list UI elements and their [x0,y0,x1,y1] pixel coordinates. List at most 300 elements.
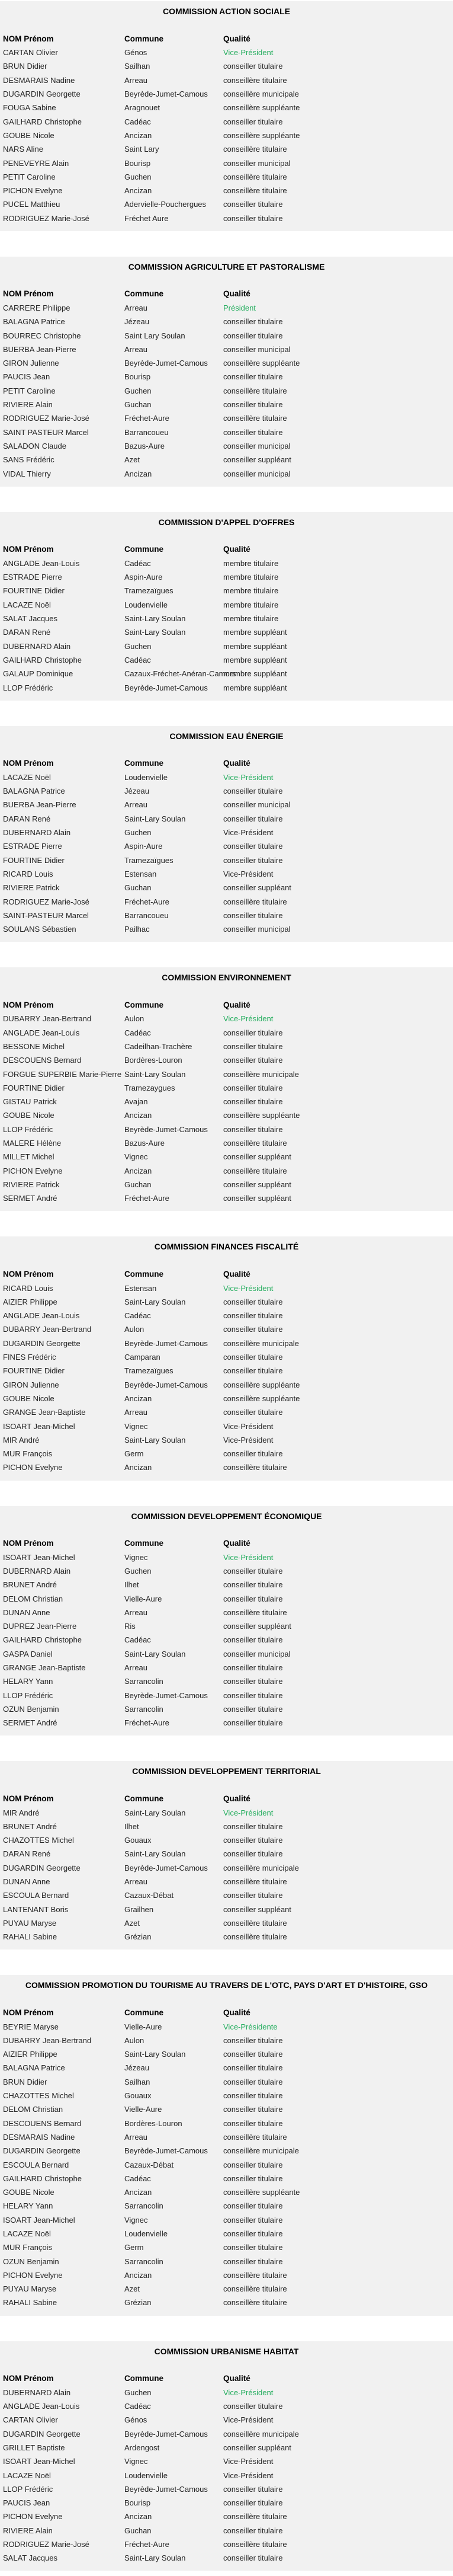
cell-qualite: conseillère titulaire [223,75,287,85]
cell-qualite: conseiller titulaire [223,842,283,851]
cell-nom-prenom: DUBERNARD Alain [3,1567,71,1575]
cell-commune: Cazaux-Débat [124,1891,174,1900]
cell-nom-prenom: DARAN René [3,1849,51,1859]
cell-qualite: Vice-Président [223,869,274,878]
cell-commune: Gouaux [124,1836,152,1845]
section-title: COMMISSION DEVELOPPEMENT ÉCONOMIQUE [131,1511,322,1521]
cell-qualite: conseillère suppléante [223,2188,300,2197]
cell-commune: Avajan [124,1097,148,1107]
table-row [0,2537,453,2551]
cell-commune: Arreau [124,75,148,85]
cell-qualite: conseiller titulaire [223,2063,283,2073]
column-header-commune: Commune [124,2008,164,2017]
cell-qualite: conseillère titulaire [223,2512,287,2521]
cell-nom-prenom: PENEVEYRE Alain [3,158,69,168]
cell-commune: Cazaux-Fréchet-Anéran-Camors [124,669,236,679]
cell-commune: Jézeau [124,317,149,327]
table-row [0,1164,453,1178]
cell-qualite: conseillère municipale [223,1863,299,1872]
cell-commune: Saint-Lary Soulan [124,1849,186,1859]
cell-nom-prenom: FOURTINE Didier [3,855,65,865]
table-row [0,343,453,356]
table-row [0,1447,453,1460]
cell-qualite: conseiller municipal [223,344,291,354]
cell-qualite: conseiller titulaire [223,1704,283,1714]
cell-commune: Jézeau [124,787,149,796]
cell-nom-prenom: RIVIERE Patrick [3,1180,60,1189]
cell-qualite: conseiller titulaire [223,400,283,410]
cell-nom-prenom: BALAGNA Patrice [3,787,65,796]
cell-qualite: membre suppléant [223,641,287,651]
table-row [0,1689,453,1702]
cell-qualite: membre titulaire [223,600,279,609]
cell-nom-prenom: DUGARDIN Georgette [3,1863,81,1872]
cell-nom-prenom: DELOM Christian [3,1594,63,1603]
cell-qualite: conseiller titulaire [223,200,283,209]
cell-commune: Aulon [124,1014,144,1024]
cell-nom-prenom: PUCEL Matthieu [3,200,60,209]
cell-commune: Aulon [124,1325,144,1334]
cell-commune: Guchen [124,641,152,651]
column-header-commune: Commune [124,289,164,299]
table-row [0,1551,453,1564]
cell-nom-prenom: GOUBE Nicole [3,2188,54,2197]
cell-qualite: conseiller municipal [223,800,291,810]
table-row [0,2482,453,2496]
cell-nom-prenom: BOURREC Christophe [3,331,81,340]
cell-nom-prenom: OZUN Benjamin [3,1704,59,1714]
cell-commune: Saint-Lary Soulan [124,2553,186,2563]
table-header-row [0,756,453,771]
cell-qualite: conseillère suppléante [223,103,300,113]
table-row [0,1067,453,1081]
cell-qualite: Vice-Président [223,828,274,838]
cell-qualite: Vice-Président [223,1435,274,1444]
cell-qualite: conseiller titulaire [223,1580,283,1590]
cell-commune: Beyrède-Jumet-Camous [124,683,208,692]
cell-commune: Aspin-Aure [124,842,163,851]
cell-qualite: Vice-Président [223,2470,274,2480]
cell-nom-prenom: SERMET André [3,1718,57,1728]
table-header-row [0,2005,453,2019]
cell-nom-prenom: OZUN Benjamin [3,2257,59,2266]
table-row [0,46,453,59]
table-row [0,2227,453,2241]
table-row [0,1805,453,1819]
cell-commune: Sailhan [124,62,150,71]
cell-commune: Adervielle-Pouchergues [124,200,207,209]
table-row [0,2019,453,2033]
cell-nom-prenom: BRUN Didier [3,62,47,71]
cell-nom-prenom: BESSONE Michel [3,1041,65,1051]
cell-nom-prenom: RIVIERE Alain [3,400,53,410]
section-title: COMMISSION ACTION SOCIALE [163,7,290,16]
cell-qualite: conseiller titulaire [223,1821,283,1831]
cell-commune: Cadéac [124,2402,151,2411]
cell-commune: Pailhac [124,925,150,934]
table-header-row [0,1267,453,1281]
cell-nom-prenom: DUBARRY Jean-Bertrand [3,1325,92,1334]
column-header-nom-prenom: NOM Prénom [3,1539,54,1548]
cell-qualite: conseillère titulaire [223,414,287,423]
table-row [0,197,453,211]
table-row [0,426,453,439]
cell-commune: Ardengost [124,2443,160,2452]
commission-section [0,512,453,701]
cell-nom-prenom: GIRON Julienne [3,359,59,368]
cell-commune: Génos [124,2415,147,2425]
cell-qualite: membre suppléant [223,669,287,679]
cell-commune: Azet [124,1918,140,1928]
cell-qualite: conseiller suppléant [223,1622,291,1631]
cell-commune: Ancizan [124,186,152,196]
table-row [0,2089,453,2102]
cell-commune: Ancizan [124,2188,152,2197]
cell-commune: Sarrancolin [124,2201,163,2211]
table-row [0,2158,453,2171]
table-header-row [0,287,453,301]
commission-section [0,1,453,231]
table-row [0,2116,453,2130]
cell-qualite: conseillère titulaire [223,1918,287,1928]
table-row [0,1081,453,1095]
table-row [0,1108,453,1122]
table-row [0,1281,453,1295]
table-row [0,1136,453,1150]
cell-nom-prenom: GRANGE Jean-Baptiste [3,1408,86,1417]
cell-commune: Guchen [124,1567,152,1575]
cell-nom-prenom: PICHON Evelyne [3,2512,63,2521]
table-row [0,87,453,101]
cell-qualite: conseiller titulaire [223,2484,283,2494]
cell-commune: Tramezaygues [124,1083,175,1092]
table-header-row [0,2372,453,2386]
table-row [0,2386,453,2399]
cell-commune: Sarrancolin [124,1704,163,1714]
cell-qualite: conseiller suppléant [223,1180,291,1189]
table-row [0,612,453,625]
cell-qualite: membre suppléant [223,628,287,637]
cell-nom-prenom: GALAUP Dominique [3,669,73,679]
section-rows [0,46,453,225]
table-row [0,839,453,853]
table-row [0,1716,453,1730]
table-row [0,453,453,466]
table-row [0,771,453,784]
cell-commune: Aragnouet [124,103,160,113]
cell-commune: Beyrède-Jumet-Camous [124,1380,208,1389]
table-row [0,315,453,328]
cell-nom-prenom: DARAN René [3,628,51,637]
cell-nom-prenom: CHAZOTTES Michel [3,2091,74,2101]
cell-qualite: conseiller titulaire [223,1297,283,1306]
cell-commune: Cadéac [124,1028,151,1037]
cell-nom-prenom: DUBARRY Jean-Bertrand [3,1014,92,1024]
table-row [0,2061,453,2075]
cell-commune: Vignec [124,2457,148,2466]
cell-nom-prenom: PUYAU Maryse [3,2284,57,2294]
cell-commune: Tramezaïgues [124,855,174,865]
cell-nom-prenom: ESTRADE Pierre [3,842,62,851]
cell-commune: Guchan [124,1180,152,1189]
cell-commune: Vignec [124,1421,148,1431]
cell-qualite: conseillère municipale [223,1069,299,1079]
cell-nom-prenom: BALAGNA Patrice [3,317,65,327]
table-row [0,2130,453,2144]
cell-commune: Saint-Lary Soulan [124,1069,186,1079]
section-rows [0,1551,453,1730]
cell-nom-prenom: ANGLADE Jean-Louis [3,558,80,568]
column-header-qualite: Qualité [223,34,250,43]
cell-nom-prenom: FOUGA Sabine [3,103,56,113]
table-row [0,129,453,142]
cell-nom-prenom: SALADON Claude [3,441,66,450]
cell-qualite: conseiller titulaire [223,1124,283,1134]
cell-nom-prenom: DARAN René [3,814,51,823]
cell-qualite: Vice-Président [223,772,274,782]
table-row [0,1460,453,1474]
section-rows [0,1281,453,1474]
cell-commune: Saint-Lary Soulan [124,614,186,624]
cell-nom-prenom: SAINT PASTEUR Marcel [3,427,89,437]
cell-nom-prenom: GOUBE Nicole [3,130,54,140]
cell-commune: Sarrancolin [124,1677,163,1686]
cell-commune: Ancizan [124,1394,152,1403]
table-row [0,1322,453,1336]
table-row [0,2102,453,2116]
cell-nom-prenom: PAUCIS Jean [3,2498,50,2508]
table-row [0,101,453,114]
cell-nom-prenom: PICHON Evelyne [3,186,63,196]
cell-nom-prenom: SAINT-PASTEUR Marcel [3,910,89,920]
cell-qualite: conseillère titulaire [223,145,287,154]
cell-commune: Saint-Lary Soulan [124,1435,186,1444]
cell-qualite: conseillère titulaire [223,897,287,906]
cell-nom-prenom: FOURTINE Didier [3,586,65,596]
cell-qualite: conseiller municipal [223,158,291,168]
cell-qualite: membre suppléant [223,683,287,692]
cell-commune: Fréchet-Aure [124,2540,169,2549]
cell-commune: Bazus-Aure [124,441,165,450]
column-header-qualite: Qualité [223,1000,250,1009]
cell-commune: Arreau [124,1408,148,1417]
table-row [0,2241,453,2254]
table-row [0,1123,453,1136]
column-header-commune: Commune [124,2374,164,2383]
cell-nom-prenom: FOURTINE Didier [3,1366,65,1376]
section-rows [0,771,453,937]
cell-qualite: conseiller titulaire [223,2035,283,2045]
cell-qualite: conseiller titulaire [223,2229,283,2238]
cell-commune: Barrancoueu [124,910,169,920]
table-row [0,1916,453,1930]
cell-commune: Saint-Lary Soulan [124,628,186,637]
cell-qualite: conseiller titulaire [223,1567,283,1575]
cell-qualite: conseiller titulaire [223,213,283,223]
cell-qualite: conseillère suppléante [223,359,300,368]
cell-qualite: conseiller titulaire [223,427,283,437]
cell-nom-prenom: RICARD Louis [3,1283,53,1293]
cell-nom-prenom: RAHALI Sabine [3,2298,57,2307]
cell-nom-prenom: NARS Aline [3,145,43,154]
table-row [0,2268,453,2282]
cell-nom-prenom: ISOART Jean-Michel [3,2457,75,2466]
cell-nom-prenom: ESCOULA Bernard [3,2160,69,2169]
cell-nom-prenom: GAILHARD Christophe [3,655,82,664]
table-row [0,2468,453,2482]
cell-nom-prenom: FINES Frédéric [3,1353,56,1362]
cell-commune: Arreau [124,303,148,312]
table-row [0,1295,453,1309]
table-row [0,2441,453,2454]
cell-commune: Guchen [124,172,152,181]
cell-qualite: conseillère titulaire [223,1139,287,1148]
cell-commune: Gouaux [124,2091,152,2101]
column-header-qualite: Qualité [223,1539,250,1548]
cell-nom-prenom: PICHON Evelyne [3,1166,63,1175]
cell-qualite: conseiller titulaire [223,1041,283,1051]
cell-nom-prenom: HELARY Yann [3,2201,53,2211]
column-header-commune: Commune [124,1539,164,1548]
table-row [0,1661,453,1674]
cell-nom-prenom: RODRIGUEZ Marie-José [3,414,89,423]
commissions-document [0,1,453,2571]
cell-nom-prenom: SOULANS Sébastien [3,925,76,934]
cell-nom-prenom: LLOP Frédéric [3,1124,53,1134]
column-header-qualite: Qualité [223,2374,250,2383]
table-row [0,1053,453,1067]
table-row [0,1095,453,1108]
cell-qualite: conseiller municipal [223,441,291,450]
table-row [0,356,453,370]
cell-commune: Cadeilhan-Trachère [124,1041,192,1051]
cell-nom-prenom: DUBERNARD Alain [3,828,71,838]
cell-qualite: Vice-Président [223,1552,274,1562]
cell-commune: Loudenvielle [124,2470,168,2480]
cell-nom-prenom: ANGLADE Jean-Louis [3,1311,80,1321]
cell-qualite: conseillère suppléante [223,1380,300,1389]
table-row [0,1026,453,1040]
cell-qualite: conseiller municipal [223,469,291,478]
section-rows [0,301,453,481]
cell-commune: Guchen [124,828,152,838]
cell-nom-prenom: DUNAN Anne [3,1877,50,1887]
table-row [0,570,453,584]
column-header-nom-prenom: NOM Prénom [3,1000,54,1009]
cell-commune: Saint-Lary Soulan [124,814,186,823]
table-row [0,212,453,225]
cell-nom-prenom: PETIT Caroline [3,172,56,181]
commission-section [0,1761,453,1949]
cell-qualite: conseiller titulaire [223,1449,283,1459]
cell-qualite: conseiller titulaire [223,117,283,126]
cell-nom-prenom: RODRIGUEZ Marie-José [3,2540,89,2549]
cell-nom-prenom: CARTAN Olivier [3,48,58,57]
cell-commune: Arreau [124,1607,148,1617]
cell-nom-prenom: SERMET André [3,1194,57,1203]
cell-qualite: conseiller titulaire [223,1028,283,1037]
cell-qualite: conseiller titulaire [223,1594,283,1603]
cell-qualite: conseiller suppléant [223,1194,291,1203]
table-row [0,2282,453,2296]
section-title: COMMISSION FINANCES FISCALITÉ [154,1242,299,1252]
table-row [0,584,453,597]
cell-commune: Beyrède-Jumet-Camous [124,1863,208,1872]
cell-commune: Vielle-Aure [124,2022,162,2031]
cell-nom-prenom: MILLET Michel [3,1152,54,1162]
cell-nom-prenom: MIR André [3,1435,40,1444]
column-header-qualite: Qualité [223,545,250,554]
cell-commune: Bourisp [124,158,151,168]
cell-qualite: conseiller titulaire [223,1836,283,1845]
column-header-commune: Commune [124,34,164,43]
table-row [0,1337,453,1350]
section-rows [0,2019,453,2309]
cell-qualite: conseiller titulaire [223,2402,283,2411]
cell-qualite: conseiller titulaire [223,787,283,796]
cell-commune: Saint Lary [124,145,159,154]
cell-qualite: conseillère titulaire [223,386,287,395]
section-rows [0,1012,453,1205]
table-row [0,653,453,667]
table-row [0,1619,453,1633]
cell-qualite: Vice-Président [223,1421,274,1431]
column-header-qualite: Qualité [223,2008,250,2017]
cell-nom-prenom: RAHALI Sabine [3,1932,57,1942]
table-row [0,2454,453,2468]
table-row [0,1606,453,1619]
cell-qualite: conseiller titulaire [223,1325,283,1334]
cell-nom-prenom: BRUN Didier [3,2077,47,2086]
table-row [0,1364,453,1378]
cell-commune: Ilhet [124,1821,139,1831]
cell-qualite: Vice-Président [223,2457,274,2466]
cell-qualite: conseiller titulaire [223,1677,283,1686]
cell-commune: Bourisp [124,2498,151,2508]
cell-qualite: membre titulaire [223,573,279,582]
cell-qualite: Vice-Président [223,1808,274,1817]
table-row [0,1861,453,1875]
commission-section [0,726,453,942]
cell-nom-prenom: GAILHARD Christophe [3,117,82,126]
table-row [0,1392,453,1405]
table-row [0,1674,453,1688]
cell-commune: Fréchet Aure [124,213,169,223]
table-row [0,1419,453,1433]
column-header-qualite: Qualité [223,1794,250,1803]
cell-qualite: conseillère titulaire [223,2284,287,2294]
cell-qualite: conseiller titulaire [223,1718,283,1728]
table-row [0,142,453,156]
cell-commune: Estensan [124,869,157,878]
section-rows [0,1805,453,1944]
table-row [0,826,453,839]
cell-commune: Estensan [124,1283,157,1293]
cell-commune: Beyrède-Jumet-Camous [124,1690,208,1700]
cell-nom-prenom: PAUCIS Jean [3,372,50,382]
cell-nom-prenom: RIVIERE Alain [3,2526,53,2535]
cell-commune: Ancizan [124,469,152,478]
column-header-qualite: Qualité [223,759,250,768]
cell-qualite: conseiller titulaire [223,855,283,865]
cell-commune: Génos [124,48,147,57]
column-header-nom-prenom: NOM Prénom [3,545,54,554]
cell-commune: Beyrède-Jumet-Camous [124,359,208,368]
table-row [0,557,453,570]
cell-commune: Arreau [124,800,148,810]
cell-commune: Azet [124,455,140,465]
cell-qualite: conseiller titulaire [223,1408,283,1417]
